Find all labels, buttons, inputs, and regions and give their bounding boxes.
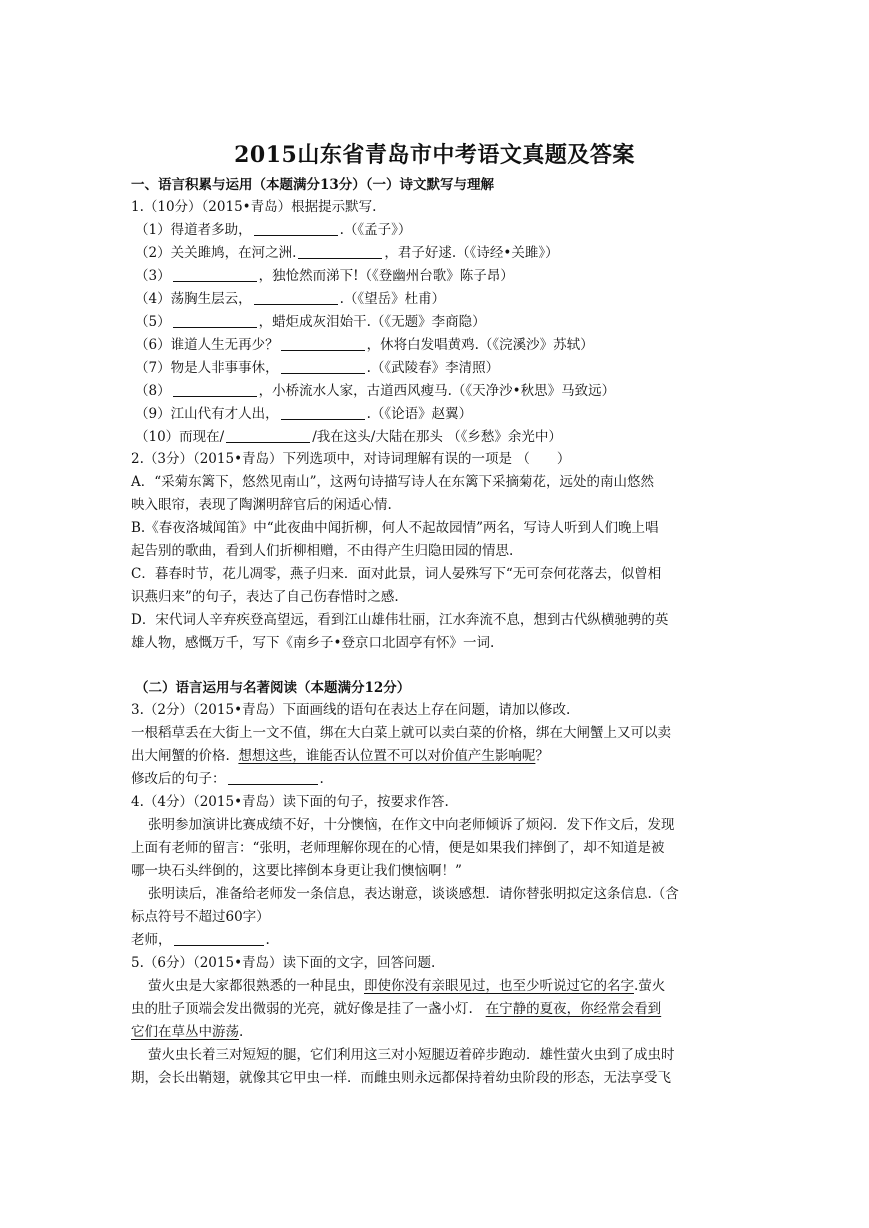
- q1-item: [135, 357, 743, 379]
- q1-item-source: ，独怆然而涕下!（《登幽州台歌》陈子昂）: [258, 268, 514, 284]
- q5-text: 萤火虫是大家都很熟悉的一种昆虫，: [148, 978, 364, 994]
- q5-paragraph: [148, 975, 756, 997]
- q4-instruction-cont: 标点符号不超过60字）: [131, 909, 270, 925]
- answer-label: 老师，: [131, 932, 172, 948]
- answer-blank[interactable]: [281, 336, 365, 351]
- answer-blank[interactable]: [174, 931, 264, 946]
- q1-item-source: .（《武陵春》李清照）: [366, 360, 500, 376]
- q2-option-c-cont: 识燕归来”的句子，表达了自己伤春惜时之感.: [131, 589, 399, 605]
- q4-paragraph: 张明参加演讲比赛成绩不好，十分懊恼，在作文中向老师倾诉了烦闷．发下作文后，发现: [148, 817, 675, 833]
- q4-heading: 4.（4分）（2015•青岛）读下面的句子，按要求作答.: [131, 794, 449, 810]
- section-heading-1: 一、语言积累与运用（本题满分13分）（一）诗文默写与理解: [131, 177, 495, 193]
- q1-item: [135, 242, 743, 264]
- section-heading-2: （二）语言运用与名著阅读（本题满分12分）: [135, 680, 411, 696]
- q1-item-prompt: （8）: [135, 383, 171, 399]
- q5-paragraph-2: 萤火虫长着三对短短的腿，它们利用这三对小短腿迈着碎步跑动．雄性萤火虫到了成虫时: [148, 1047, 675, 1063]
- answer-blank[interactable]: [281, 405, 365, 420]
- q1-item: [135, 380, 743, 402]
- q1-item-source: ，小桥流水人家，古道西风瘦马.（《天净沙•秋思》马致远）: [258, 383, 616, 399]
- q1-item-source: .（《望岳》杜甫）: [339, 291, 446, 307]
- q1-item: [135, 403, 743, 425]
- answer-blank[interactable]: [173, 313, 257, 328]
- q4-paragraph-cont: 哪一块石头绊倒的，这要比摔倒本身更让我们懊恼啊！”: [131, 863, 462, 879]
- q1-item: [135, 311, 743, 333]
- q1-item-source: .（《论语》赵翼）: [366, 406, 473, 422]
- q2-option-b: B.《春夜洛城闻笛》中“此夜曲中闻折柳，何人不起故园情”两名，写诗人听到人们晚上唱: [131, 520, 659, 536]
- q1-item: [135, 265, 743, 287]
- q1-item-prompt: （2）关关雎鸠，在河之洲.: [135, 245, 297, 261]
- q1-item: [135, 219, 743, 241]
- answer-label: 修改后的句子：: [131, 771, 226, 787]
- q5-underlined-sentence: 在宁静的夏夜，你经常会看到: [485, 1001, 662, 1017]
- q2-option-d-cont: 雄人物，感慨万千，写下《南乡子•登京口北固亭有怀》一词.: [131, 635, 495, 651]
- answer-blank[interactable]: [254, 290, 338, 305]
- q1-item-prompt: （5）: [135, 314, 171, 330]
- q1-item-prompt: （9）江山代有才人出，: [135, 406, 279, 422]
- answer-blank[interactable]: [173, 382, 257, 397]
- q3-paragraph: 一根稻草丢在大街上一文不值，绑在大白菜上就可以卖白菜的价格，绑在大闸蟹上又可以卖: [131, 725, 671, 741]
- q1-heading: 1.（10分）（2015•青岛）根据提示默写.: [131, 199, 377, 215]
- q5-text: .: [239, 1024, 244, 1040]
- q5-paragraph-cont: [131, 998, 739, 1020]
- q2-heading: 2.（3分）（2015•青岛）下列选项中，对诗词理解有误的一项是 （ ）: [131, 451, 571, 467]
- q1-item-source: ，蜡炬成灰泪始干.（《无题》李商隐）: [258, 314, 486, 330]
- page-title: 2015山东省青岛市中考语文真题及答案: [234, 142, 635, 168]
- q1-item-prompt: （3）: [135, 268, 171, 284]
- answer-blank[interactable]: [298, 244, 382, 259]
- answer-blank[interactable]: [173, 267, 257, 282]
- q5-paragraph-2-cont: 期，会长出鞘翅，就像其它甲虫一样．而雌虫则永远都保持着幼虫阶段的形态，无法享受飞: [131, 1070, 671, 1086]
- q3-answer-line: 修改后的句子： .: [131, 771, 324, 787]
- q2-option-b-cont: 起告别的歌曲，看到人们折柳相赠，不由得产生归隐田园的情思.: [131, 543, 514, 559]
- q5-text: .萤火: [634, 978, 666, 994]
- q3-text: ？: [535, 748, 549, 764]
- q1-item-source: ，君子好逑.（《诗经•关雎》）: [384, 245, 559, 261]
- q4-answer-line: 老师， .: [131, 932, 270, 948]
- q1-item-prompt: （4）荡胸生层云，: [135, 291, 252, 307]
- q1-item-prompt: （7）物是人非事事休，: [135, 360, 279, 376]
- q4-instruction: 张明读后，准备给老师发一条信息，表达谢意，谈谈感想．请你替张明拟定这条信息.（含: [148, 886, 679, 902]
- q2-option-a-cont: 映入眼帘，表现了陶渊明辞官后的闲适心情.: [131, 497, 392, 513]
- q2-option-a: A．“采菊东篱下，悠然见南山”，这两句诗描写诗人在东篱下采摘菊花，远处的南山悠然: [131, 474, 655, 490]
- q5-text: 虫的肚子顶端会发出微弱的光亮，就好像是挂了一盏小灯.: [131, 1001, 473, 1017]
- q2-option-d: D．宋代词人辛弃疾登高望远，看到江山雄伟壮丽，江水奔流不息，想到古代纵横驰骋的英: [131, 612, 669, 628]
- q1-item-prompt: （10）而现在/: [135, 429, 225, 445]
- q1-item-source: ，休将白发唱黄鸡.（《浣溪沙》苏轼）: [366, 337, 594, 353]
- q1-item-source: /我在这头/大陆在那头 （《乡愁》余光中）: [312, 429, 562, 445]
- q3-underlined-sentence: 想想这些，谁能否认位置不可以对价值产生影响呢: [238, 748, 536, 764]
- q5-underlined-sentence: 即使你没有亲眼见过，也至少听说过它的名字: [364, 978, 634, 994]
- answer-blank[interactable]: [226, 428, 310, 443]
- q5-heading: 5.（6分）（2015•青岛）读下面的文字，回答问题.: [131, 955, 436, 971]
- q1-item: [135, 334, 743, 356]
- answer-blank[interactable]: [281, 359, 365, 374]
- q1-item-source: .（《孟子》）: [339, 222, 412, 238]
- q1-item: [135, 288, 743, 310]
- answer-blank[interactable]: [228, 770, 318, 785]
- q5-paragraph-cont: [131, 1021, 739, 1043]
- q3-heading: 3.（2分）（2015•青岛）下面画线的语句在表达上存在问题，请加以修改.: [131, 702, 571, 718]
- q4-paragraph-cont: 上面有老师的留言：“张明，老师理解你现在的心情，便是如果我们摔倒了，却不知道是被: [131, 840, 665, 856]
- q3-paragraph-cont: [131, 745, 739, 767]
- q5-underlined-sentence: 它们在草丛中游荡: [131, 1024, 239, 1040]
- q1-item-prompt: （1）得道者多助，: [135, 222, 252, 238]
- q3-text: 出大闸蟹的价格.: [131, 748, 230, 764]
- q1-item: [135, 426, 743, 448]
- q1-item-prompt: （6）谁道人生无再少？: [135, 337, 279, 353]
- answer-blank[interactable]: [254, 221, 338, 236]
- q2-option-c: C．暮春时节，花儿凋零，燕子归来．面对此景，词人晏殊写下“无可奈何花落去，似曾相: [131, 566, 662, 582]
